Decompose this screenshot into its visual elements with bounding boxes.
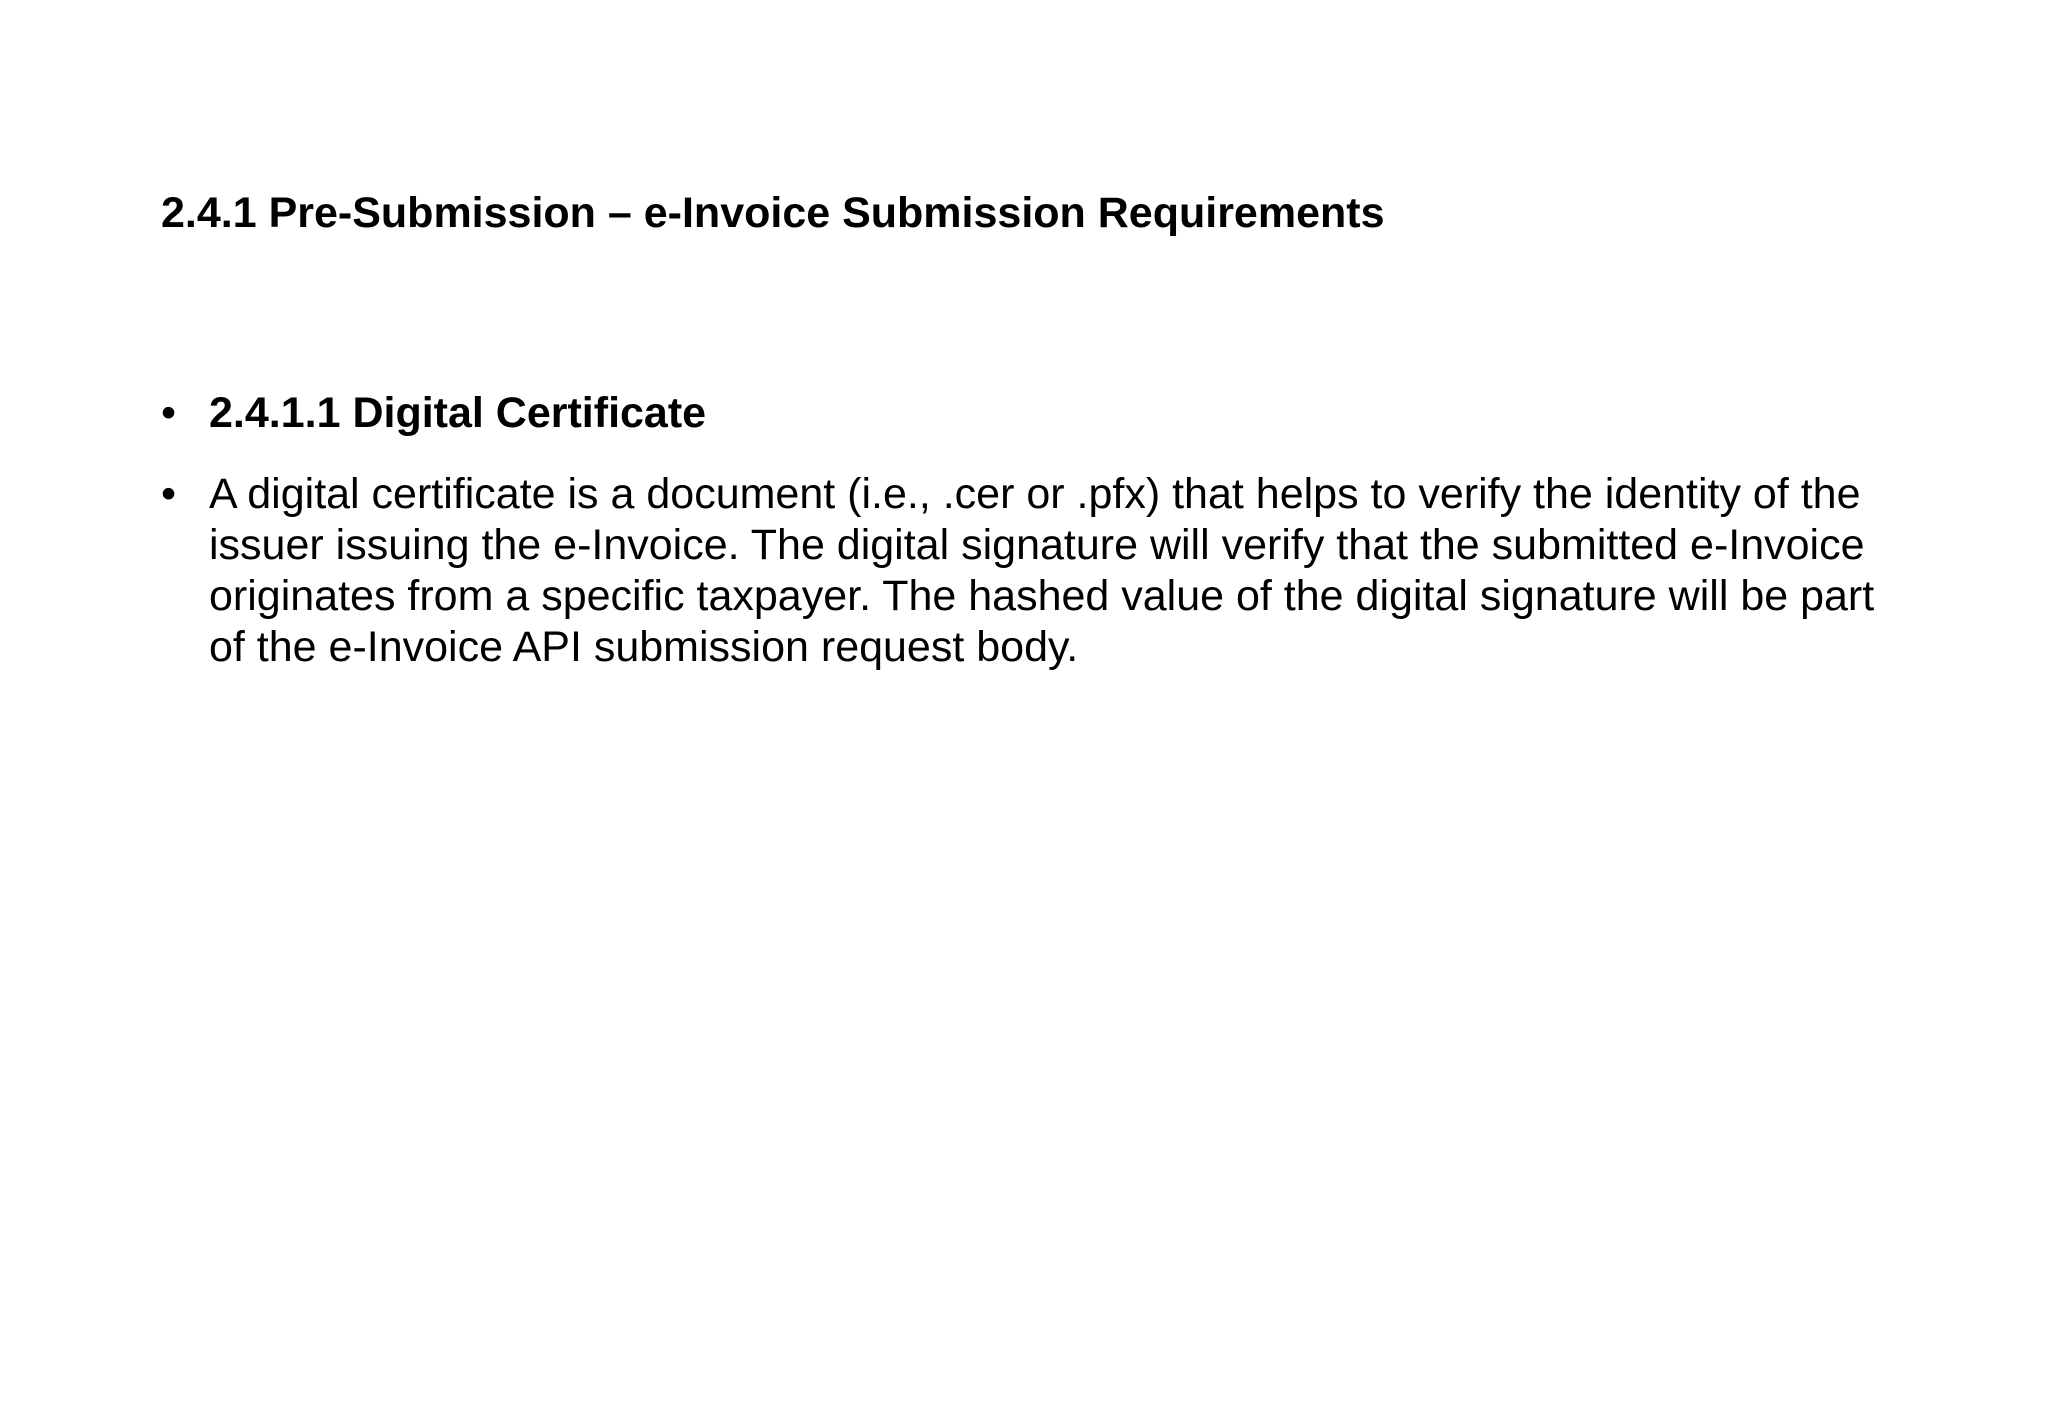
bullet-item-digital-certificate-heading (161, 384, 1921, 442)
bullet-marker: • (161, 389, 177, 437)
bullet-marker: • (161, 470, 177, 518)
bullet-text: A digital certificate is a document (i.e., .cer or .pfx) that helps to verify the identity of the issuer issuing the e-Invoice. The digital signature will verify that the submitted e-Invoice originates from a specific taxpayer. The hashed value of the digital signature will be part of the e-Invoice API submission request body. (209, 470, 1875, 671)
bullet-list (161, 384, 1921, 700)
bullet-item-digital-certificate-description (161, 469, 1921, 673)
bullet-text: 2.4.1.1 Digital Certificate (209, 389, 707, 437)
slide-title: 2.4.1 Pre-Submission – e-Invoice Submission Requirements (161, 189, 1385, 237)
